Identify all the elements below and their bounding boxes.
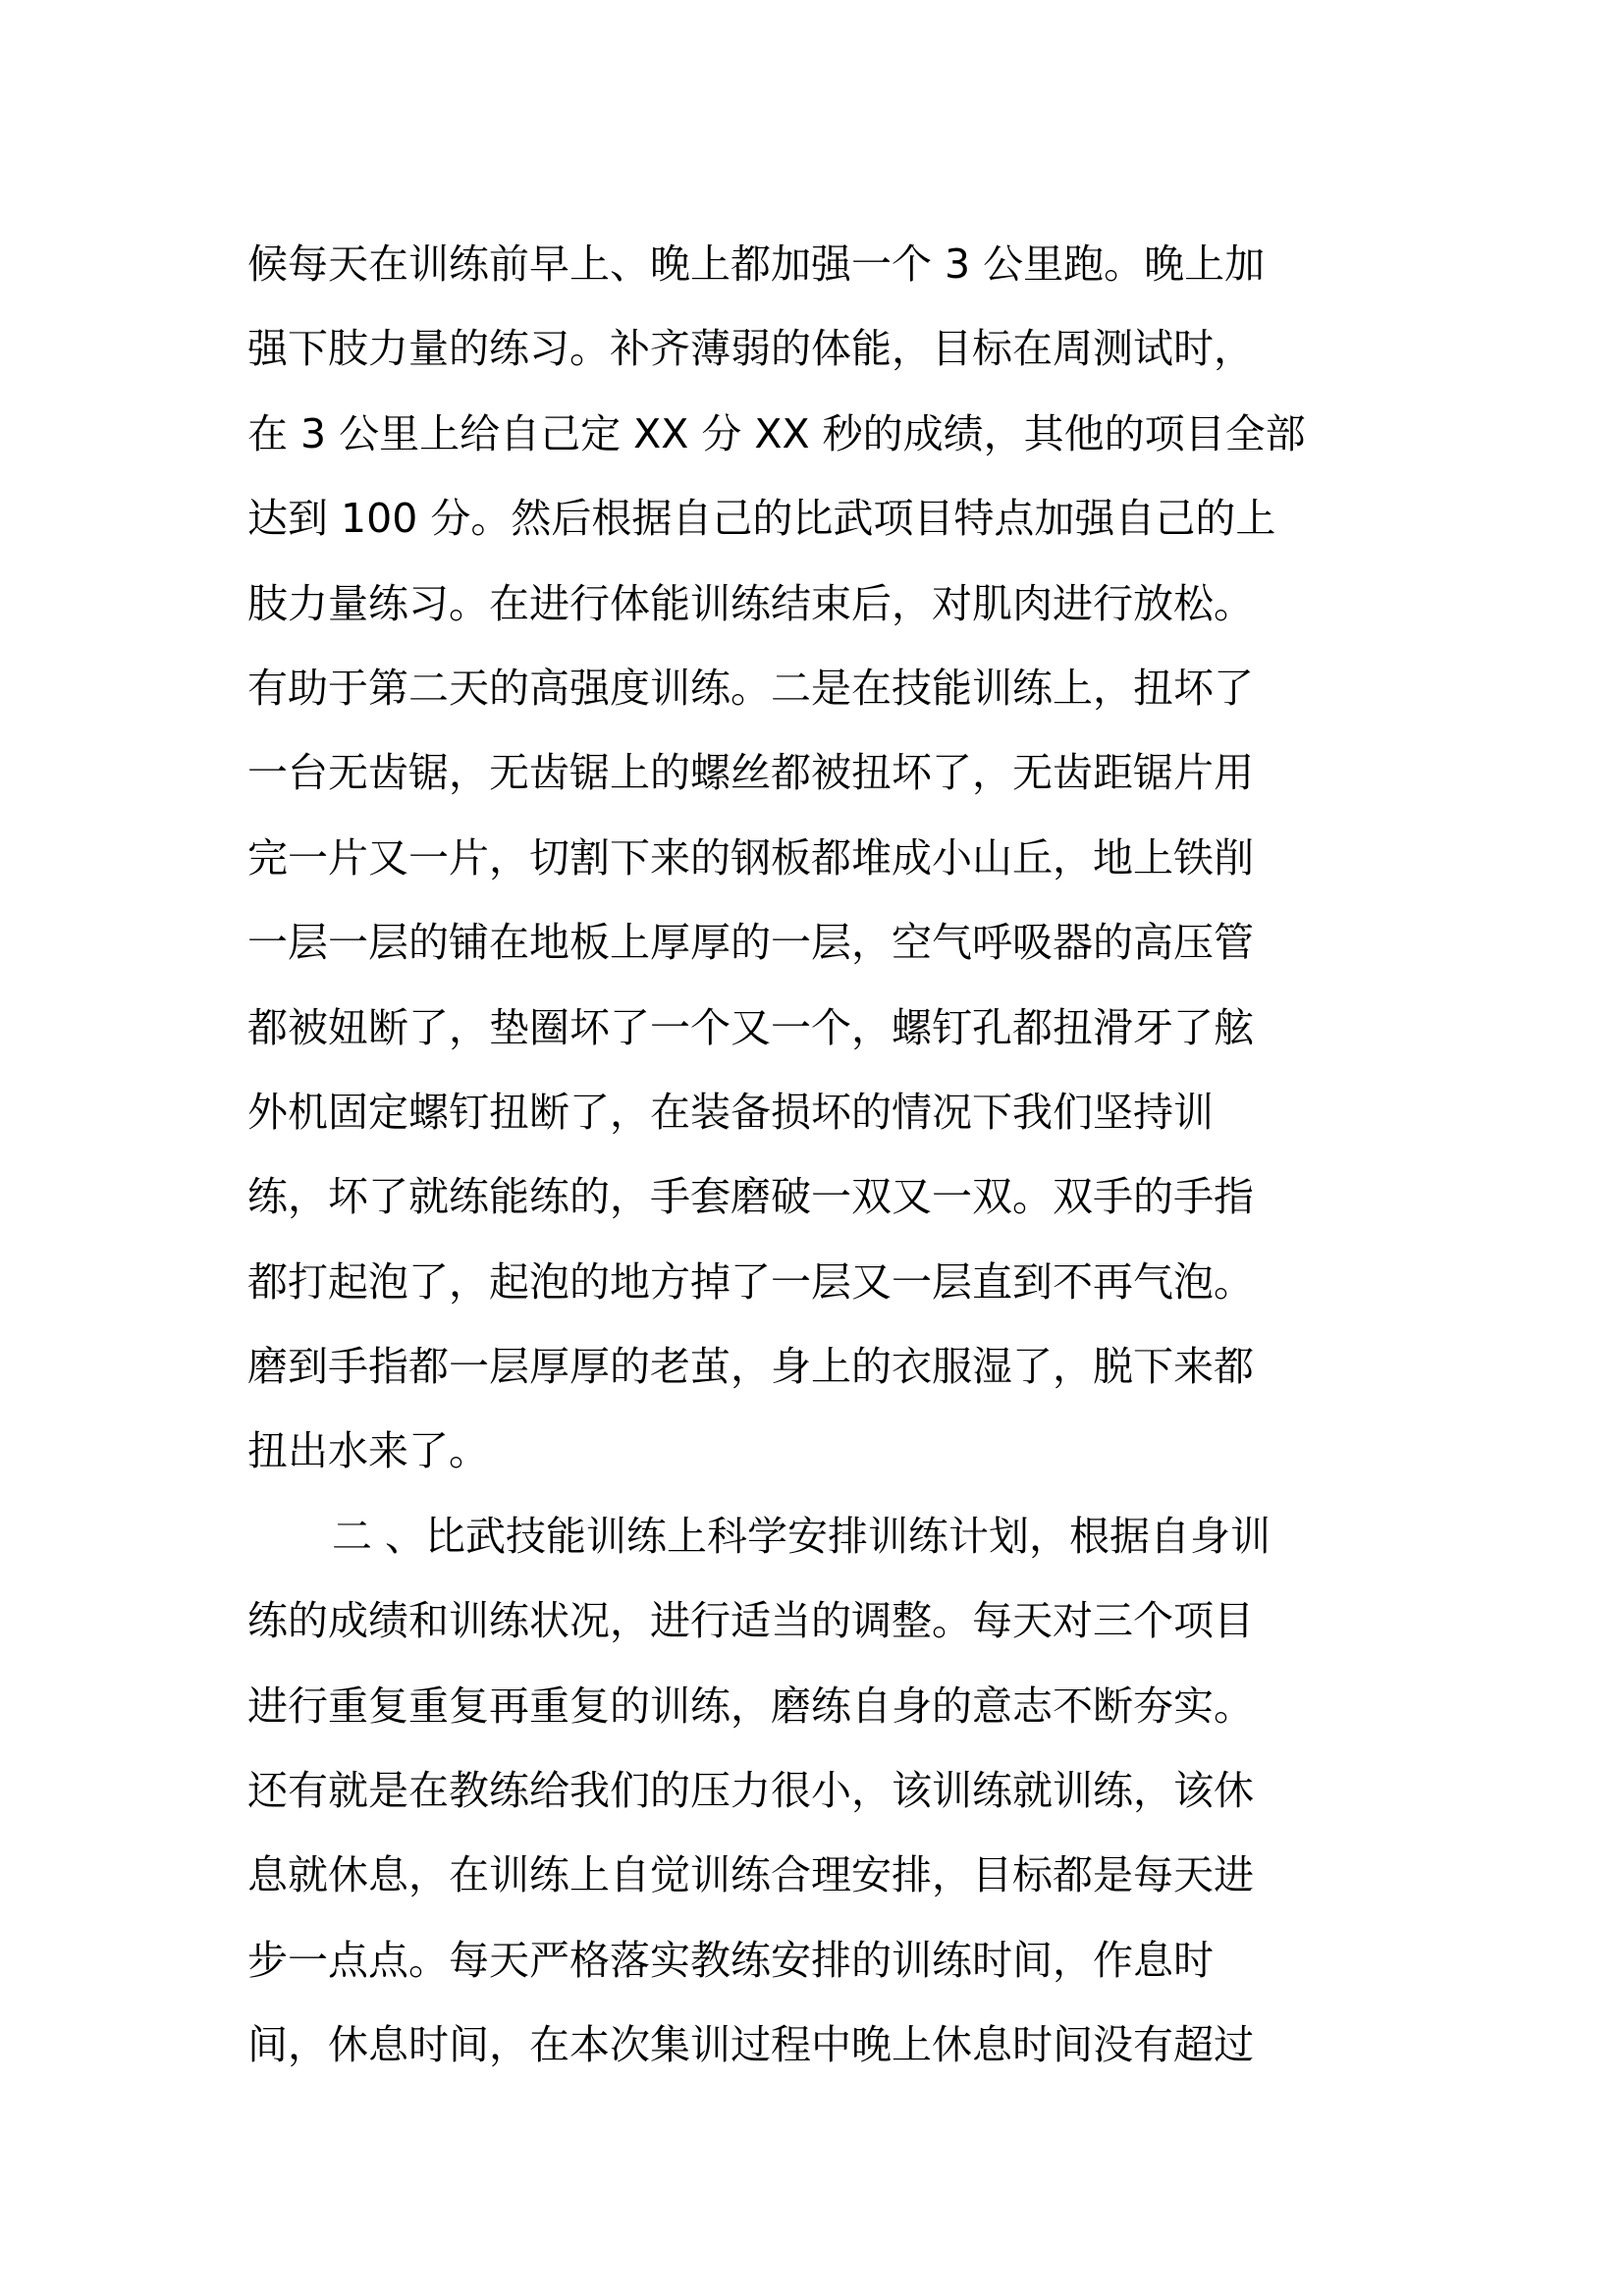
text-line: 达到 100 分。然后根据自己的比武项目特点加强自己的上 [247,495,1276,543]
text-line-first-indented: 二 、比武技能训练上科学安排训练计划，根据自身训 [332,1512,1272,1560]
text-line: 磨到手指都一层厚厚的老茧，身上的衣服湿了，脱下来都 [247,1343,1254,1391]
paragraph-1 [247,222,1386,1494]
text-line: 外机固定螺钉扭断了，在装备损坏的情况下我们坚持训 [247,1088,1214,1136]
text-line: 练，坏了就练能练的，手套磨破一双又一双。双手的手指 [247,1173,1254,1221]
text-line: 步一点点。每天严格落实教练安排的训练时间，作息时 [247,1936,1214,1984]
text-line: 候每天在训练前早上、晚上都加强一个 3 公里跑。晚上加 [247,240,1266,288]
text-line: 肢力量练习。在进行体能训练结束后，对肌肉进行放松。 [247,579,1254,627]
text-line: 息就休息，在训练上自觉训练合理安排，目标都是每天进 [247,1851,1254,1899]
document-page [247,222,1386,2088]
text-line: 练的成绩和训练状况，进行适当的调整。每天对三个项目 [247,1597,1254,1645]
text-line: 都打起泡了，起泡的地方掉了一层又一层直到不再气泡。 [247,1257,1254,1306]
text-line: 完一片又一片，切割下来的钢板都堆成小山丘，地上铁削 [247,833,1254,881]
text-line: 有助于第二天的高强度训练。二是在技能训练上，扭坏了 [247,664,1254,712]
text-line: 还有就是在教练给我们的压力很小，该训练就训练，该休 [247,1767,1254,1815]
text-line: 一台无齿锯，无齿锯上的螺丝都被扭坏了，无齿距锯片用 [247,749,1254,797]
text-line: 间，休息时间，在本次集训过程中晚上休息时间没有超过 [247,2021,1254,2069]
paragraph-2 [247,1494,1386,2088]
text-line: 都被妞断了，垫圈坏了一个又一个，螺钉孔都扭滑牙了舷 [247,1003,1254,1051]
text-line: 一层一层的铺在地板上厚厚的一层，空气呼吸器的高压管 [247,919,1254,967]
text-line: 扭出水来了。 [247,1427,489,1475]
text-line: 进行重复重复再重复的训练，磨练自身的意志不断夯实。 [247,1682,1254,1730]
text-line: 强下肢力量的练习。补齐薄弱的体能，目标在周测试时， [247,325,1254,373]
text-line: 在 3 公里上给自己定 XX 分 XX 秒的成绩，其他的项目全部 [247,409,1306,457]
